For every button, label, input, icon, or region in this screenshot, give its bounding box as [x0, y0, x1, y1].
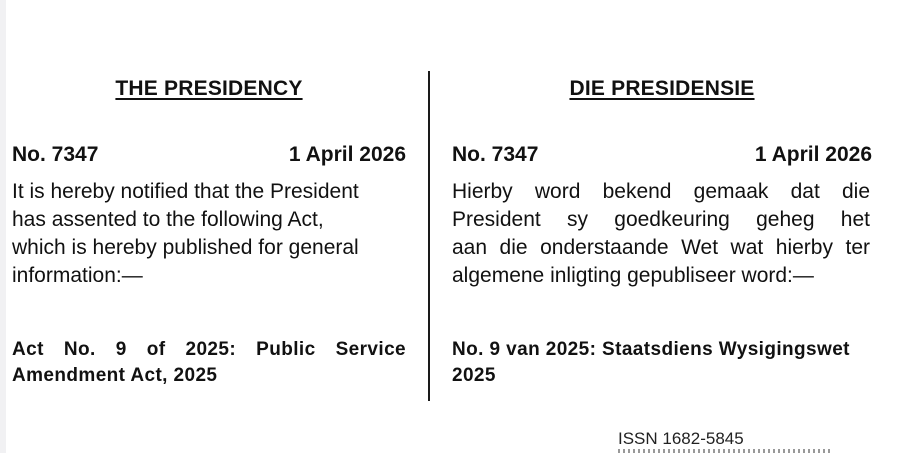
- act-title: [12, 337, 406, 389]
- act-line: Act No. 9 of 2025: Public Service: [12, 339, 406, 360]
- page-title-afrikaans: DIE PRESIDENSIE: [569, 77, 755, 100]
- notice-number: No. 7347: [12, 143, 99, 166]
- body-line: President sy goedkeuring geheg het: [452, 208, 870, 231]
- body-line: It is hereby notified that the President: [12, 180, 359, 203]
- notice-body: [452, 178, 870, 290]
- act-line: Amendment Act, 2025: [12, 365, 218, 386]
- body-line: aan die onderstaande Wet wat hierby ter: [452, 236, 870, 259]
- act-line: No. 9 van 2025: Staatsdiens Wysigingswet: [452, 339, 850, 360]
- page-title: THE PRESIDENCY: [115, 77, 303, 100]
- barcode-strip: [618, 449, 833, 453]
- body-line: algemene inligting gepubliseer word:—: [452, 264, 814, 287]
- body-line: has assented to the following Act,: [12, 208, 324, 231]
- gazette-page: [6, 0, 900, 453]
- body-line: which is hereby published for general: [12, 236, 359, 259]
- act-title: [452, 337, 900, 389]
- notice-date: 1 April 2026: [754, 143, 872, 166]
- act-line: 2025: [452, 365, 496, 386]
- notice-body: [12, 178, 406, 290]
- body-line: information:—: [12, 264, 143, 287]
- notice-date: 1 April 2026: [288, 143, 406, 166]
- body-line: Hierby word bekend gemaak dat die: [452, 180, 870, 203]
- notice-number: No. 7347: [452, 143, 539, 166]
- issn-number: ISSN 1682-5845: [618, 429, 744, 448]
- column-divider: [428, 71, 430, 401]
